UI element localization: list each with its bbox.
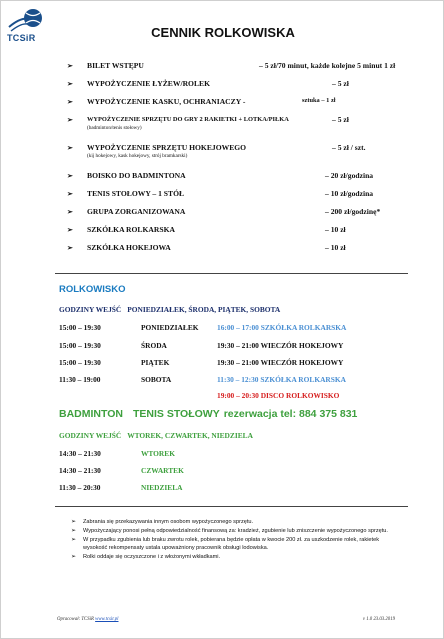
- schedule-day: PONIEDZIAŁEK: [141, 323, 199, 332]
- note-item: [71, 527, 401, 536]
- schedule-row: [59, 449, 359, 463]
- schedule-time: 11:30 – 19:00: [59, 375, 101, 384]
- price-row: [67, 115, 427, 143]
- hours-days: PONIEDZIAŁEK, ŚRODA, PIĄTEK, SOBOTA: [127, 305, 281, 314]
- schedule-time: 15:00 – 19:30: [59, 323, 101, 332]
- schedule-day: WTOREK: [141, 449, 175, 458]
- price-label: SZKÓŁKA ROLKARSKA: [87, 225, 175, 234]
- schedule-event: 11:30 – 12:30 SZKÓŁKA ROLKARSKA: [217, 375, 346, 384]
- price-sublabel: (kij hokejowy, kask hokejowy, strój bramkarski): [87, 153, 188, 159]
- arrow-bullet-icon: ➢: [67, 190, 73, 198]
- price-value: – 5 zł: [332, 115, 349, 124]
- schedule-row: [59, 391, 419, 405]
- hours-days: WTOREK, CZWARTEK, NIEDZIELA: [127, 431, 253, 440]
- schedule-event: 16:00 – 17:00 SZKÓŁKA ROLKARSKA: [217, 323, 347, 332]
- price-value: – 10 zł: [325, 225, 346, 234]
- arrow-bullet-icon: ➢: [71, 527, 77, 534]
- schedule-day: ŚRODA: [141, 341, 167, 350]
- price-value: – 5 zł/70 minut, każde kolejne 5 minut 1 zł: [259, 61, 396, 70]
- footer-prepared-by: [57, 617, 119, 622]
- arrow-bullet-icon: ➢: [67, 98, 73, 106]
- schedule-row: [59, 483, 359, 497]
- arrow-bullet-icon: ➢: [67, 226, 73, 234]
- footer-version: v 1.0 23.03.2019: [362, 617, 395, 622]
- price-value: – 5 zł: [332, 79, 349, 88]
- schedule-row: [59, 341, 419, 355]
- rolkowisko-hours-header: [59, 305, 280, 314]
- page-title: CENNIK ROLKOWISKA: [151, 25, 295, 40]
- price-row: [67, 207, 427, 225]
- price-value: – 10 zł/godzina: [325, 189, 374, 198]
- price-label: BOISKO DO BADMINTONA: [87, 171, 186, 180]
- arrow-bullet-icon: ➢: [71, 536, 77, 543]
- schedule-day: CZWARTEK: [141, 466, 184, 475]
- arrow-bullet-icon: ➢: [67, 244, 73, 252]
- schedule-time: 14:30 – 21:30: [59, 449, 101, 458]
- price-row: [67, 243, 427, 261]
- arrow-bullet-icon: ➢: [67, 144, 73, 152]
- price-value: sztuka – 1 zł: [302, 97, 336, 104]
- schedule-time: 15:00 – 19:30: [59, 358, 101, 367]
- schedule-day: SOBOTA: [141, 375, 172, 384]
- note-text: Rolki oddaje się oczyszczone i z włożonymi wkładkami.: [83, 554, 221, 561]
- arrow-bullet-icon: ➢: [71, 554, 77, 561]
- price-label: SZKÓŁKA HOKEJOWA: [87, 243, 171, 252]
- hours-label: GODZINY WEJŚĆ: [59, 431, 122, 440]
- price-label: WYPOŻYCZENIE ŁYŻEW/ROLEK: [87, 79, 210, 88]
- badminton-hours-header: [59, 431, 253, 440]
- divider: [55, 506, 408, 507]
- schedule-day: NIEDZIELA: [141, 483, 183, 492]
- price-label: TENIS STOŁOWY – 1 STÓŁ: [87, 189, 185, 198]
- price-row: [67, 61, 427, 79]
- website-link[interactable]: www.tcsir.pl: [95, 617, 119, 622]
- schedule-time: 14:30 – 21:30: [59, 466, 101, 475]
- schedule-row: [59, 358, 419, 372]
- schedule-row: [59, 323, 419, 337]
- note-item: [71, 518, 401, 527]
- price-row: [67, 171, 427, 189]
- arrow-bullet-icon: ➢: [67, 62, 73, 70]
- schedule-time: 15:00 – 19:30: [59, 341, 101, 350]
- schedule-day: PIĄTEK: [141, 358, 170, 367]
- price-row: [67, 189, 427, 207]
- price-sublabel: (badminton/tenis stołowy): [87, 125, 142, 131]
- price-label: WYPOŻYCZENIE SPRZĘTU HOKEJOWEGO: [87, 143, 247, 152]
- tennis-label: TENIS STOŁOWY: [132, 408, 220, 420]
- note-item: [71, 536, 401, 554]
- schedule-event: 19:00 – 20:30 DISCO ROLKOWISKO: [217, 391, 340, 400]
- price-label: WYPOŻYCZENIE SPRZĘTU DO GRY 2 RAKIETKI + LOTKA/PIŁKA: [87, 116, 289, 123]
- price-value: – 10 zł: [325, 243, 346, 252]
- price-label: GRUPA ZORGANIZOWANA: [87, 207, 186, 216]
- schedule-time: 11:30 – 20:30: [59, 483, 101, 492]
- rules-notes: [71, 518, 401, 562]
- arrow-bullet-icon: ➢: [67, 172, 73, 180]
- price-list: [67, 61, 427, 261]
- price-row: [67, 79, 427, 97]
- arrow-bullet-icon: ➢: [67, 116, 73, 124]
- price-value: – 20 zł/godzina: [325, 171, 374, 180]
- badminton-title: [59, 408, 357, 420]
- badminton-label: BADMINTON: [59, 408, 123, 420]
- note-text: Zabrania się przekazywania innym osobom wypożyczonego sprzętu.: [83, 519, 254, 525]
- divider: [55, 273, 408, 274]
- price-value: – 5 zł / szt.: [332, 143, 366, 152]
- price-label: WYPOŻYCZENIE KASKU, OCHRANIACZY -: [87, 97, 246, 106]
- schedule-row: [59, 375, 419, 389]
- hours-label: GODZINY WEJŚĆ: [59, 305, 122, 314]
- price-row: [67, 143, 427, 171]
- prepared-by-text: Opracował: TCSiR: [57, 617, 94, 622]
- price-row: [67, 97, 427, 115]
- rolkowisko-title: ROLKOWISKO: [59, 284, 126, 295]
- price-value: – 200 zł/godzinę*: [325, 207, 381, 216]
- arrow-bullet-icon: ➢: [71, 519, 77, 525]
- schedule-event: 19:30 – 21:00 WIECZÓR HOKEJOWY: [217, 358, 344, 367]
- schedule-event: 19:30 – 21:00 WIECZÓR HOKEJOWY: [217, 341, 344, 350]
- reservation-phone: rezerwacja tel: 884 375 831: [223, 408, 358, 420]
- logo-text: TCSiR: [7, 33, 36, 43]
- price-label: BILET WSTĘPU: [87, 61, 144, 70]
- schedule-row: [59, 466, 359, 480]
- arrow-bullet-icon: ➢: [67, 80, 73, 88]
- note-text: W przypadku zgubienia lub braku zwrotu rolek, pobierana będzie opłata w kwocie 200 zł. za uszkodzenie rolek, rakietek wysokość rekompensaty ustala upoważniony pracownik obsługi lodowiska.: [83, 536, 380, 552]
- note-text: Wypożyczający ponosi pełną odpowiedzialność finansową za: kradzież, zgubienie lub zniszczenie wypożyczonego sprzętu.: [83, 527, 388, 534]
- arrow-bullet-icon: ➢: [67, 208, 73, 216]
- note-item: [71, 553, 401, 562]
- price-row: [67, 225, 427, 243]
